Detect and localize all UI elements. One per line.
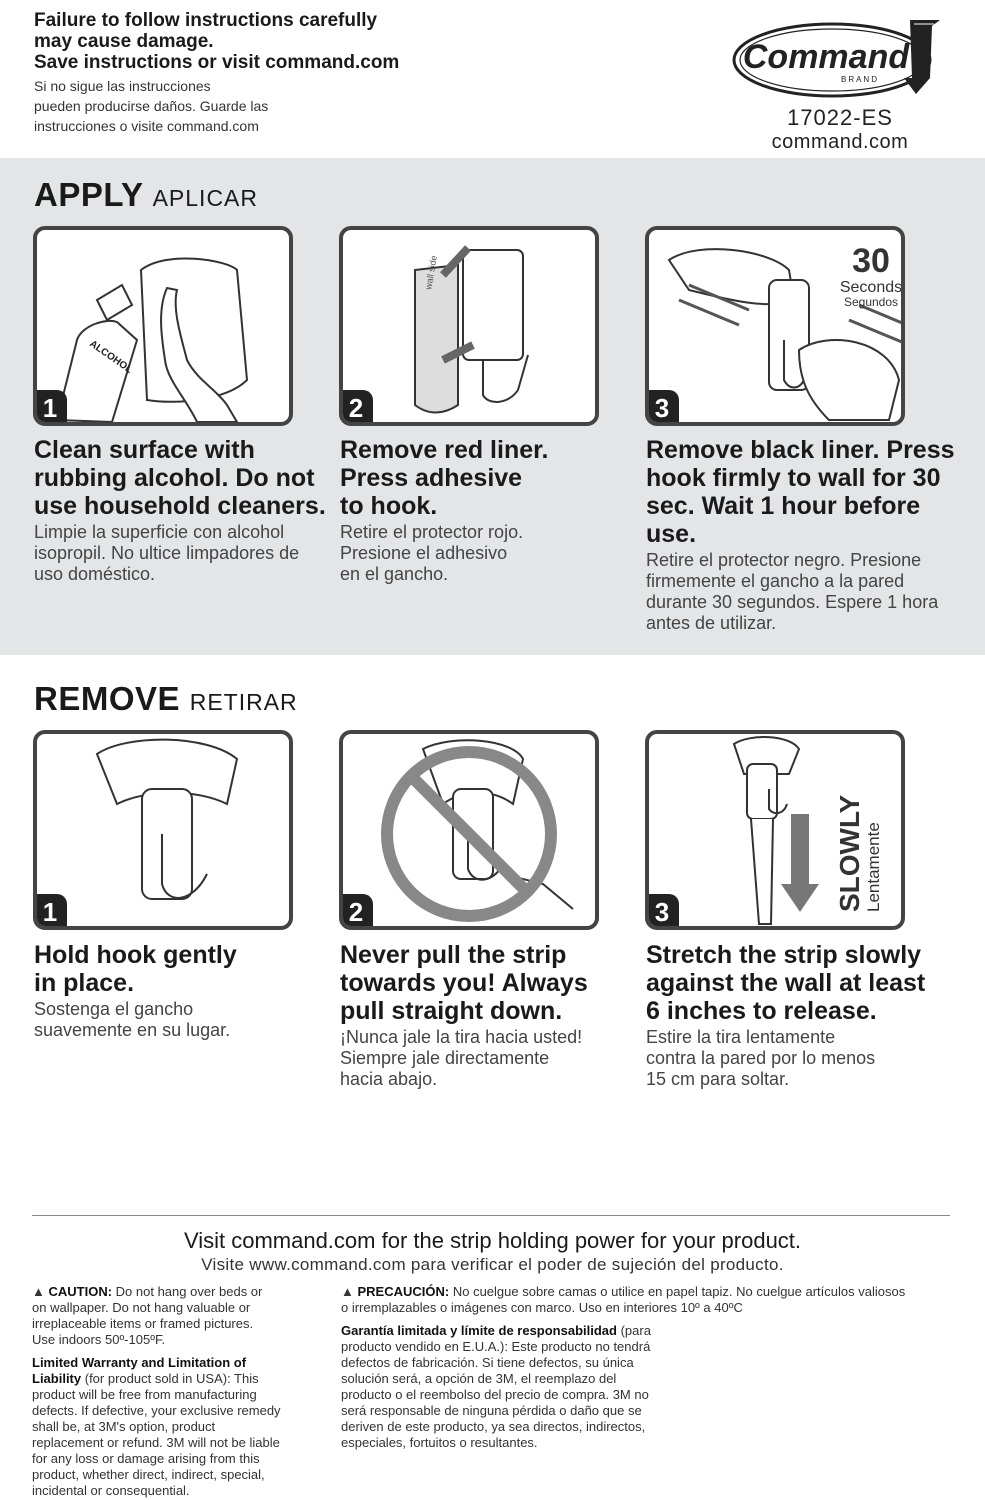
svg-text:SLOWLY: SLOWLY	[834, 794, 865, 912]
remove-step-2-instruction-es: ¡Nunca jale la tira hacia usted! Siempre jale directamente hacia abajo.	[340, 1027, 583, 1089]
warranty-english: Limited Warranty and Limitation of Liability (for product sold in USA): This product will be free from manufacturing defects. If defective, your exclusive remedy shall be, at 3M's option, product replacement or refund. 3M will not be liable for any loss or damage arising from this product, whether direct, indirect, special, incidental or consequential.	[32, 1355, 281, 1498]
apply-step-1-instruction: Clean surface with rubbing alcohol. Do not use household cleaners.	[34, 436, 326, 520]
apply-step-2-instruction-es: Retire el protector rojo. Presione el adhesivo en el gancho.	[340, 522, 524, 584]
remove-step-3-illustration	[645, 730, 905, 930]
step-number-badge: 3	[645, 390, 679, 426]
adhesive-strip-icon	[343, 230, 595, 422]
apply-step-1-instruction-es: Limpie la superficie con alcohol isopropil. No ultice limpadores de uso doméstico.	[34, 522, 300, 584]
remove-step-3-instruction: Stretch the strip slowly against the wall at least 6 inches to release.	[646, 941, 926, 1025]
product-sku: 17022-ES	[787, 105, 893, 130]
svg-text:30: 30	[852, 242, 890, 280]
remove-step-3-instruction-es: Estire la tira lentamente contra la pared por lo menos 15 cm para soltar.	[646, 1027, 876, 1089]
caution-english: ▲ CAUTION: Do not hang over beds or on wallpaper. Do not hang valuable or irreplaceable items or framed pictures. Use indoors 50º-105ºF.	[32, 1284, 263, 1347]
svg-text:wall side: wall side	[423, 254, 439, 291]
step-number-badge: 1	[33, 390, 67, 426]
warning-triangle-icon: ▲	[341, 1284, 354, 1299]
apply-step-3-illustration	[645, 226, 905, 426]
warning-spanish: Si no sigue las instrucciones pueden producirse daños. Guarde las instrucciones o visite command.com	[34, 78, 269, 134]
step-number-badge: 2	[339, 894, 373, 930]
svg-text:Seconds: Seconds	[839, 279, 903, 296]
hold-hook-icon	[37, 734, 289, 926]
apply-step-3-instruction-es: Retire el protector negro. Presione firmemente el gancho a la pared durante 30 segundos. Espere 1 hora antes de utilizar.	[646, 550, 939, 633]
remove-step-1-illustration	[33, 730, 293, 930]
remove-step-2-instruction: Never pull the strip towards you! Always pull straight down.	[340, 941, 588, 1025]
apply-title: APPLY APLICAR	[34, 176, 259, 213]
apply-step-1-illustration	[33, 226, 293, 426]
footer-divider	[32, 1215, 950, 1216]
apply-step-2-instruction: Remove red liner. Press adhesive to hook.	[340, 436, 549, 520]
command-logo	[732, 18, 944, 100]
stretch-strip-icon	[649, 734, 901, 926]
svg-text:Command: Command	[742, 38, 910, 76]
svg-text:Segundos: Segundos	[843, 295, 899, 309]
alcohol-wipe-icon	[37, 230, 289, 422]
warning-triangle-icon: ▲	[32, 1284, 45, 1299]
warranty-spanish: Garantía limitada y límite de responsabilidad (para producto vendido en E.U.A.): Este producto no tendrá defectos de fabricación. Si tiene defectos, su única solución será, a opción de 3M, el reemplazo del producto o el reembolso del precio de compra. 3M no será responsable de ninguna pérdida o daño que se deriven de este producto, ya sea directos, indirectos, especiales, fortuitos o resultantes.	[341, 1323, 651, 1450]
svg-text:BRAND: BRAND	[840, 75, 880, 84]
remove-step-1-instruction-es: Sostenga el gancho suavemente en su lugar.	[34, 999, 231, 1040]
apply-step-2-illustration	[339, 226, 599, 426]
svg-text:ALCOHOL: ALCOHOL	[87, 338, 135, 376]
step-number-badge: 2	[339, 390, 373, 426]
visit-website-english: Visit command.com for the strip holding power for your product.	[183, 1228, 802, 1253]
svg-text:Lentamente: Lentamente	[864, 822, 883, 912]
remove-step-2-illustration	[339, 730, 599, 930]
press-hook-icon	[649, 230, 905, 422]
remove-step-1-instruction: Hold hook gently in place.	[34, 941, 237, 997]
no-pull-icon	[343, 734, 595, 926]
step-number-badge: 3	[645, 894, 679, 930]
visit-website-spanish: Visite www.command.com para verificar el poder de sujeción del producto.	[201, 1255, 784, 1274]
website: command.com	[771, 131, 909, 153]
remove-title: REMOVE RETIRAR	[34, 680, 298, 717]
warning-english: Failure to follow instructions carefully may cause damage. Save instructions or visit command.com	[34, 10, 400, 73]
apply-step-3-instruction: Remove black liner. Press hook firmly to wall for 30 sec. Wait 1 hour before use.	[646, 436, 955, 548]
step-number-badge: 1	[33, 894, 67, 930]
caution-spanish: ▲ PRECAUCIÓN: No cuelgue sobre camas o utilice en papel tapiz. No cuelgue artículos valiosos o irremplazables o imágenes con marco. Uso en interiores 10º a 40ºC	[341, 1284, 906, 1315]
